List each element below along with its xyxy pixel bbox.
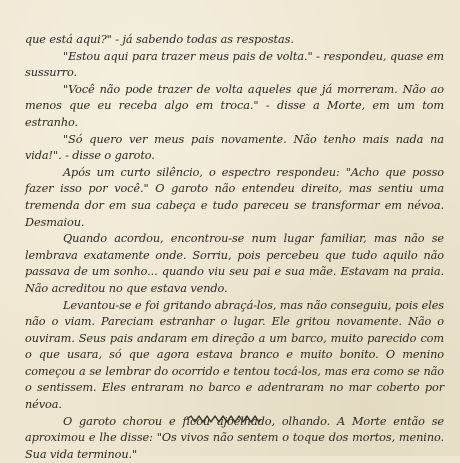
wave-ornament-icon	[186, 414, 262, 424]
paragraph: "Estou aqui para trazer meus pais de volta." - respondeu, quase em sussurro.	[25, 49, 444, 80]
paragraph: Após um curto silêncio, o espectro respondeu: "Acho que posso fazer isso por você." O garoto não entendeu direito, mas sentiu uma tremenda dor em sua cabeça e tudo pareceu se transformar em névoa. Desmaiou.	[25, 165, 444, 229]
paragraph: que está aqui?" - já sabendo todas as respostas.	[25, 33, 294, 46]
paragraph: Quando acordou, encontrou-se num lugar familiar, mas não se lembrava exatamente onde. Sorriu, pois percebeu que tudo aquilo não passava de um sonho... quando viu seu pai e sua mãe. Estavam na praia. Não acreditou no que estava vendo.	[25, 232, 444, 295]
paragraph: "Você não pode trazer de volta aqueles que já morreram. Não ao menos que eu receba algo em troca." - disse a Morte, em um tom estranho.	[25, 82, 444, 129]
paragraph: "Só quero ver meus pais novamente. Não tenho mais nada na vida!". - disse o garoto.	[25, 132, 444, 163]
story-text	[25, 32, 444, 463]
paragraph: Levantou-se e foi gritando abraçá-los, mas não conseguiu, pois eles não o viam. Pareciam estranhar o lugar. Ele gritou novamente. Não o ouviram. Seus pais andaram em direção a um barco, muito parecido com o que usara, só que agora estava branco e muito bonito. O menino começou a se lembrar do ocorrido e tentou tocá-los, mas era como se não o sentissem. Eles entraram no barco e adentraram no mar coberto por névoa.	[25, 298, 444, 412]
paragraph: O garoto chorou e ficou ajoelhado, olhando. A Morte então se aproximou e lhe disse: "Os vivos não sentem o toque dos mortos, menino. Sua vida terminou."	[25, 414, 444, 461]
